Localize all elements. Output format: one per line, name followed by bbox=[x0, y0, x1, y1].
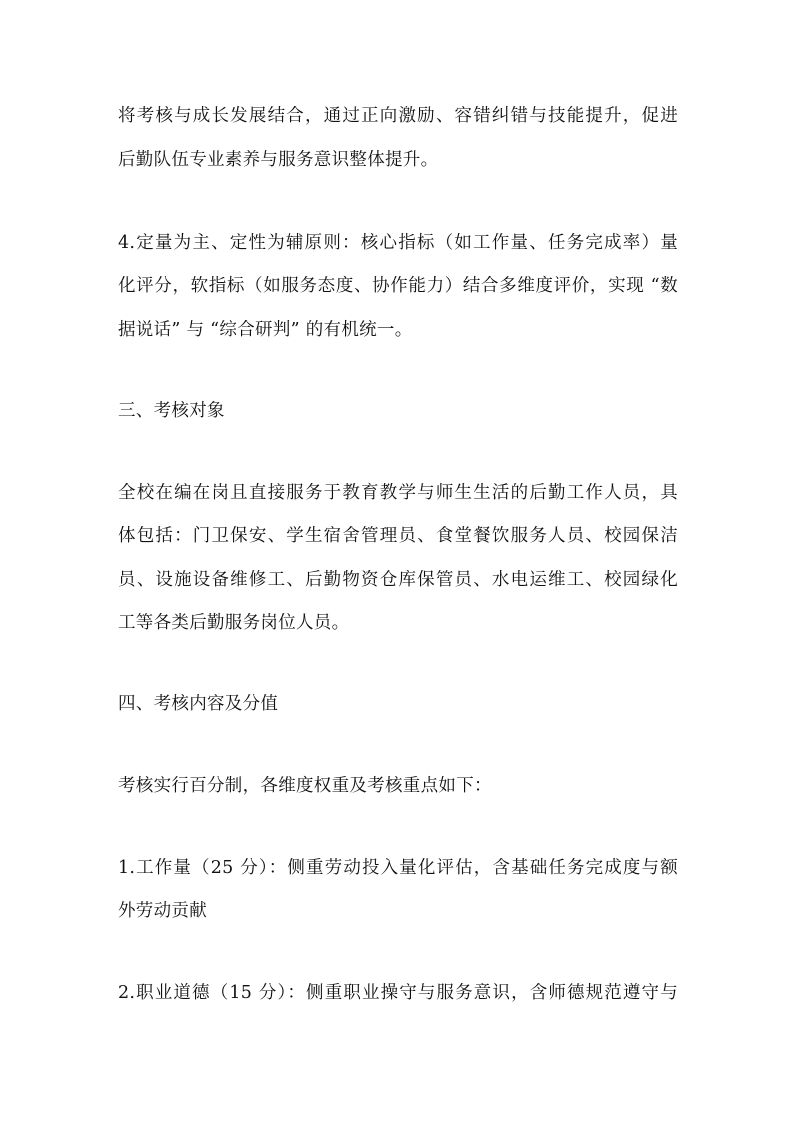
paragraph-line: 工等各类后勤服务岗位人员。 bbox=[118, 613, 350, 633]
section-heading: 四、考核内容及分值 bbox=[118, 694, 279, 714]
paragraph-line: 全校在编在岗且直接服务于教育教学与师生生活的后勤工作人员，具 bbox=[118, 483, 678, 503]
paragraph-line: 后勤队伍专业素养与服务意识整体提升。 bbox=[118, 150, 439, 170]
list-item-line: 2.职业道德（15 分）：侧重职业操守与服务意识，含师德规范遵守与 bbox=[118, 983, 678, 1003]
paragraph-line: 考核实行百分制，各维度权重及考核重点如下： bbox=[118, 776, 492, 796]
paragraph-line: 员、设施设备维修工、后勤物资仓库保管员、水电运维工、校园绿化 bbox=[118, 570, 678, 590]
paragraph-line: 4.定量为主、定性为辅原则：核心指标（如工作量、任务完成率）量 bbox=[118, 233, 678, 253]
section-heading: 三、考核对象 bbox=[118, 401, 225, 421]
paragraph-line: 体包括：门卫保安、学生宿舍管理员、食堂餐饮服务人员、校园保洁 bbox=[118, 526, 678, 546]
list-item-line: 外劳动贡献 bbox=[118, 901, 207, 921]
paragraph-line: 化评分，软指标（如服务态度、协作能力）结合多维度评价，实现 “数 bbox=[118, 276, 678, 296]
paragraph-line: 将考核与成长发展结合，通过正向激励、容错纠错与技能提升，促进 bbox=[118, 106, 678, 126]
list-item-line: 1.工作量（25 分）：侧重劳动投入量化评估，含基础任务完成度与额 bbox=[118, 858, 678, 878]
paragraph-line: 据说话” 与 “综合研判” 的有机统一。 bbox=[118, 320, 413, 340]
